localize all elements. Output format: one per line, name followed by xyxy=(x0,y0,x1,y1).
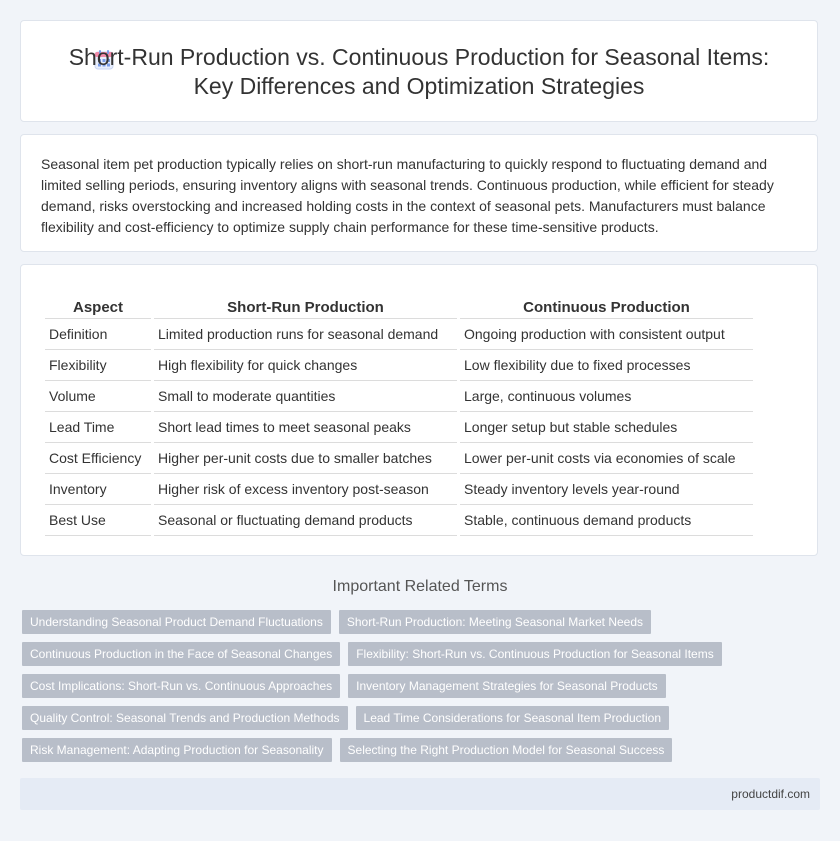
cell-continuous: Steady inventory levels year-round xyxy=(460,474,753,505)
related-term-tag[interactable]: Lead Time Considerations for Seasonal Item Production xyxy=(356,706,670,730)
footer xyxy=(20,778,820,810)
related-term-tag[interactable]: Short-Run Production: Meeting Seasonal Market Needs xyxy=(339,610,651,634)
cell-continuous: Stable, continuous demand products xyxy=(460,505,753,536)
cell-aspect: Cost Efficiency xyxy=(45,443,151,474)
related-term-tag[interactable]: Selecting the Right Production Model for Seasonal Success xyxy=(340,738,673,762)
cell-short-run: High flexibility for quick changes xyxy=(154,350,457,381)
cell-continuous: Low flexibility due to fixed processes xyxy=(460,350,753,381)
header-short-run: Short-Run Production xyxy=(154,296,457,319)
cell-continuous: Longer setup but stable schedules xyxy=(460,412,753,443)
header-card xyxy=(20,20,818,122)
table-row xyxy=(45,319,753,350)
related-term-tag[interactable]: Quality Control: Seasonal Trends and Production Methods xyxy=(22,706,348,730)
related-term-tag[interactable]: Cost Implications: Short-Run vs. Continuous Approaches xyxy=(22,674,340,698)
header-continuous: Continuous Production xyxy=(460,296,753,319)
cell-short-run: Higher per-unit costs due to smaller batches xyxy=(154,443,457,474)
cell-short-run: Seasonal or fluctuating demand products xyxy=(154,505,457,536)
tag-row xyxy=(22,610,822,634)
related-term-tag[interactable]: Flexibility: Short-Run vs. Continuous Production for Seasonal Items xyxy=(348,642,722,666)
table-row xyxy=(45,350,753,381)
tag-row xyxy=(22,674,822,698)
intro-card xyxy=(20,134,818,252)
cell-aspect: Lead Time xyxy=(45,412,151,443)
cell-aspect: Best Use xyxy=(45,505,151,536)
cell-short-run: Limited production runs for seasonal demand xyxy=(154,319,457,350)
table-row xyxy=(45,474,753,505)
tag-row xyxy=(22,706,822,730)
cell-aspect: Inventory xyxy=(45,474,151,505)
footer-site-link[interactable]: productdif.com xyxy=(731,787,810,801)
related-terms-heading: Important Related Terms xyxy=(332,578,508,595)
table-row xyxy=(45,505,753,536)
cell-aspect: Definition xyxy=(45,319,151,350)
title-wrap xyxy=(21,43,817,101)
table-row xyxy=(45,443,753,474)
tag-row xyxy=(22,642,822,666)
comparison-card xyxy=(20,264,818,556)
table-header-row xyxy=(45,296,753,319)
cell-aspect: Flexibility xyxy=(45,350,151,381)
table-row xyxy=(45,412,753,443)
related-term-tag[interactable]: Understanding Seasonal Product Demand Fluctuations xyxy=(22,610,331,634)
related-term-tag[interactable]: Risk Management: Adapting Production for Seasonality xyxy=(22,738,332,762)
cell-continuous: Ongoing production with consistent output xyxy=(460,319,753,350)
header-aspect: Aspect xyxy=(45,296,151,319)
related-term-tag[interactable]: Inventory Management Strategies for Seasonal Products xyxy=(348,674,666,698)
cell-continuous: Lower per-unit costs via economies of scale xyxy=(460,443,753,474)
related-terms-list xyxy=(22,610,822,770)
page-title: Short-Run Production vs. Continuous Production for Seasonal Items: Key Differences and Optimization Strategies xyxy=(68,44,770,99)
cell-short-run: Small to moderate quantities xyxy=(154,381,457,412)
cell-aspect: Volume xyxy=(45,381,151,412)
comparison-table xyxy=(42,296,756,536)
table-row xyxy=(45,381,753,412)
cell-short-run: Higher risk of excess inventory post-season xyxy=(154,474,457,505)
cell-continuous: Large, continuous volumes xyxy=(460,381,753,412)
related-term-tag[interactable]: Continuous Production in the Face of Seasonal Changes xyxy=(22,642,340,666)
tag-row xyxy=(22,738,822,762)
intro-paragraph: Seasonal item pet production typically relies on short-run manufacturing to quickly respond to fluctuating demand and limited selling periods, ensuring inventory aligns with seasonal trends. Continuous production, while efficient for steady demand, risks overstocking and increased holding costs in the context of seasonal pets. Manufacturers must balance flexibility and cost-efficiency to optimize supply chain performance for these time-sensitive products. xyxy=(41,156,774,235)
cell-short-run: Short lead times to meet seasonal peaks xyxy=(154,412,457,443)
